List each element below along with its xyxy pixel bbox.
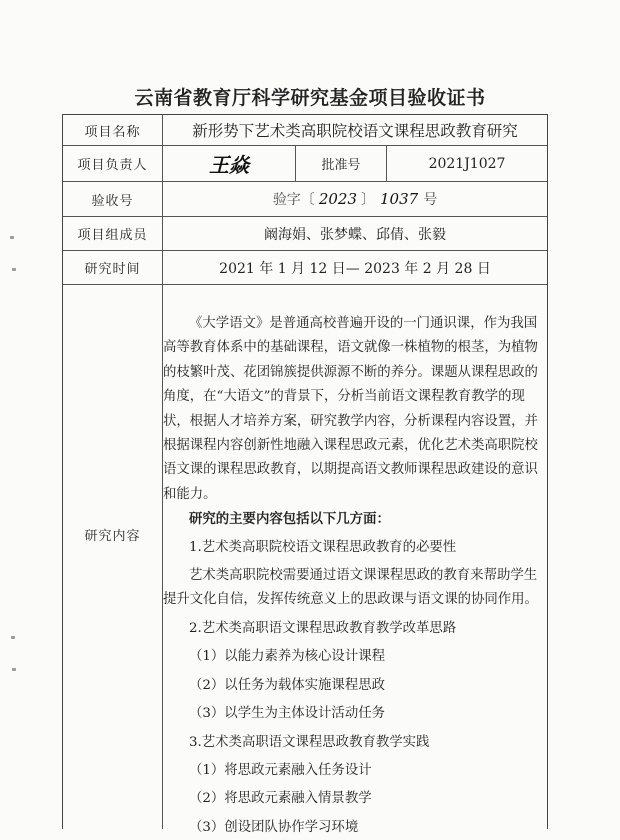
members-value: 阚海娟、张梦蝶、邱倩、张毅 bbox=[264, 226, 446, 243]
leader-signature: 王焱 bbox=[163, 146, 296, 181]
project-name-value: 新形势下艺术类高职院校语文课程思政教育研究 bbox=[192, 122, 518, 140]
content-heading: 研究的主要内容包括以下几方面： bbox=[189, 511, 390, 528]
section-1-title: 1.艺术类高职院校语文课程思政教育的必要性 bbox=[189, 539, 457, 555]
certificate-title: 云南省教育厅科学研究基金项目验收证书 bbox=[134, 87, 486, 109]
period-value: 2021 年 1 月 12 日— 2023 年 2 月 28 日 bbox=[219, 260, 491, 277]
acceptance-label: 验收号 bbox=[63, 182, 163, 216]
period-label: 研究时间 bbox=[63, 251, 163, 284]
scan-speck bbox=[12, 668, 16, 671]
content-label: 研究内容 bbox=[84, 529, 141, 544]
acceptance-suffix: 号 bbox=[423, 192, 438, 208]
row-leader bbox=[63, 146, 547, 182]
row-members bbox=[63, 217, 547, 251]
section-1-body: 艺术类高职院校需要通过语文课课程思政的教育来帮助学生提升文化自信，发挥传统意义上的思政课与语文课的协同作用。 bbox=[163, 568, 538, 608]
row-project-name bbox=[63, 115, 547, 146]
acceptance-year: 2023 bbox=[318, 190, 357, 208]
scan-speck bbox=[10, 236, 14, 239]
section-3-item: （3）创设团队协作学习环境 bbox=[189, 819, 359, 835]
acceptance-value bbox=[163, 182, 547, 216]
section-3-item: （2）将思政元素融入情景教学 bbox=[189, 791, 372, 807]
section-2-title: 2.艺术类高职语文课程思政教育教学改革思路 bbox=[189, 620, 457, 636]
scan-speck bbox=[12, 268, 16, 271]
acceptance-close: 〕 bbox=[361, 192, 375, 208]
research-content bbox=[163, 286, 541, 840]
leader-label: 项目负责人 bbox=[63, 146, 163, 181]
section-3-title: 3.艺术类高职语文课程思政教育教学实践 bbox=[189, 734, 430, 750]
certificate-table bbox=[62, 114, 548, 835]
project-name-label: 项目名称 bbox=[63, 115, 163, 145]
section-2-item: （2）以任务为载体实施课程思政 bbox=[189, 677, 385, 693]
approval-label: 批准号 bbox=[296, 146, 387, 181]
members-label: 项目组成员 bbox=[63, 217, 163, 250]
approval-number: 2021J1027 bbox=[428, 155, 506, 172]
scan-speck bbox=[11, 636, 15, 639]
section-3-item: （1）将思政元素融入任务设计 bbox=[189, 762, 372, 778]
intro-paragraph: 《大学语文》是普通高校普遍开设的一门通识课，作为我国高等教育体系中的基础课程，语文就像一株植物的根茎，为植物的枝繁叶茂、花团锦簇提供源源不断的养分。课题从课程思政的角度，在“大语文”的背景下，分析当前语文课程教育教学的现状，根据人才培养方案，研究教学内容，分析课程内容设置，并根据课程内容创新性地融入课程思政元素，优化艺术类高职院校语文课的课程思政教育，以期提高语文教师课程思政建设的意识和能力。 bbox=[163, 316, 538, 502]
section-2-item: （1）以能力素养为核心设计课程 bbox=[189, 649, 385, 665]
row-acceptance bbox=[63, 182, 547, 217]
acceptance-prefix: 验字〔 bbox=[272, 192, 315, 208]
content-label-cell bbox=[63, 285, 163, 829]
section-2-item: （3）以学生为主体设计活动任务 bbox=[189, 706, 385, 722]
row-period bbox=[63, 251, 547, 285]
acceptance-number: 1037 bbox=[380, 190, 419, 208]
